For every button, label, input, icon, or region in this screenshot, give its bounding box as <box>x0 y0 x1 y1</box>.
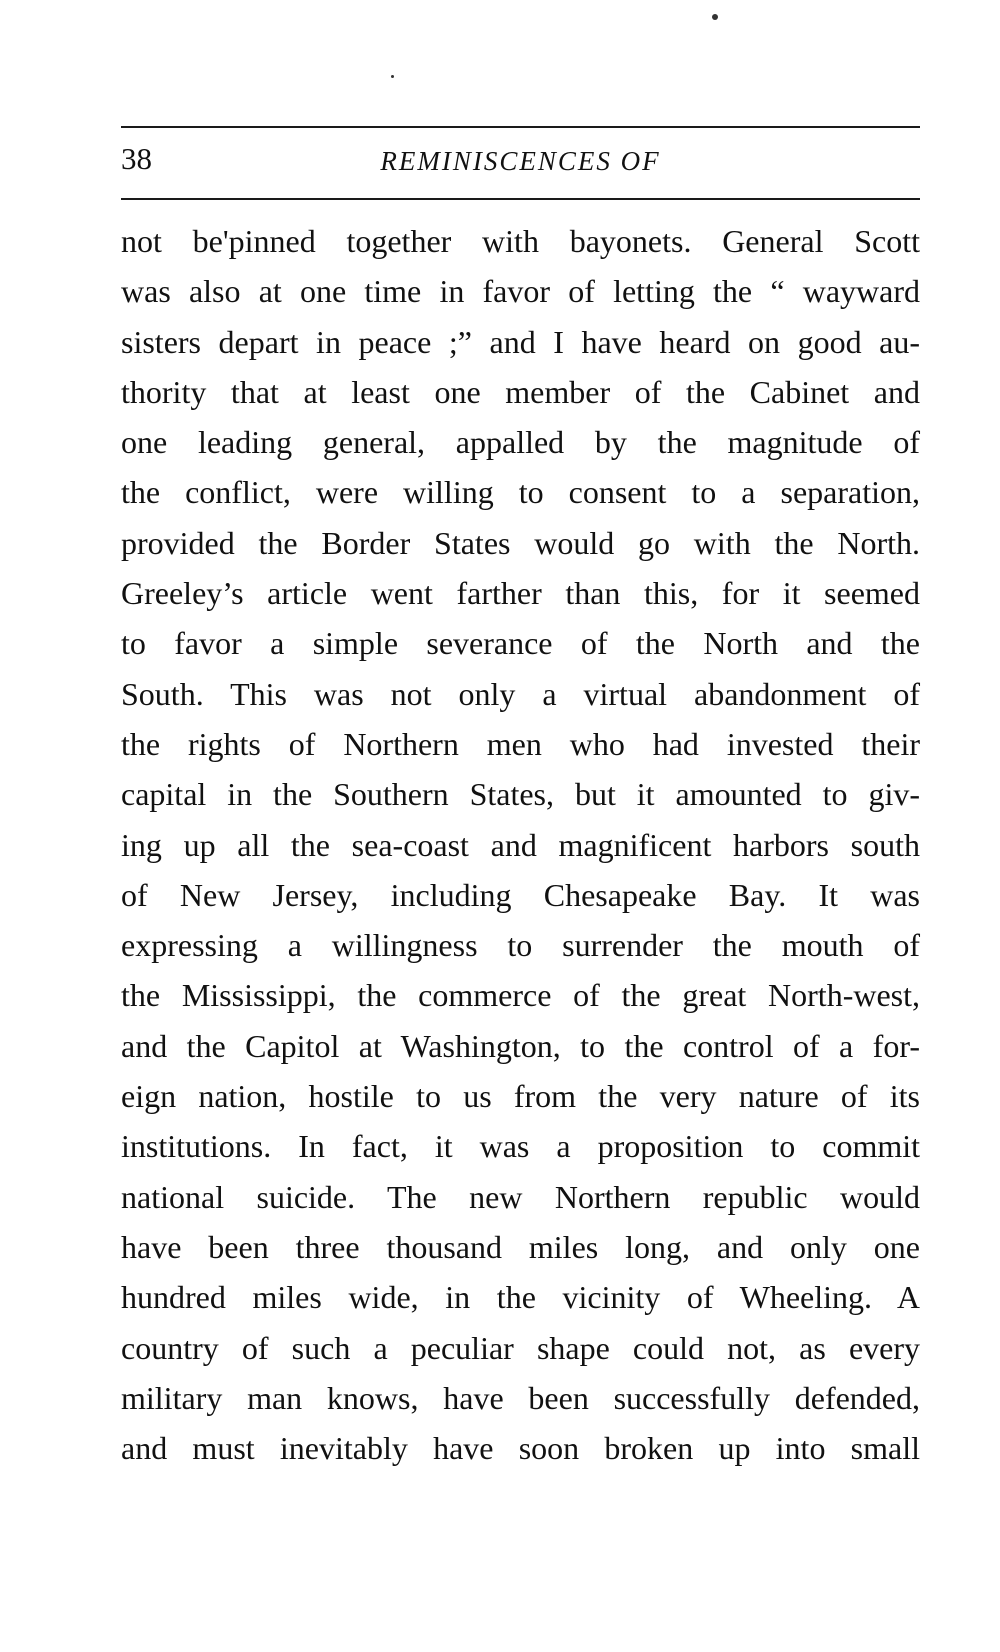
text-line: and the Capitol at Washington, to the control of a for- <box>121 1027 920 1064</box>
text-line: have been three thousand miles long, and only one <box>121 1228 920 1265</box>
running-head: REMINISCENCES OF <box>380 146 661 176</box>
text-line: country of such a peculiar shape could not, as every <box>121 1329 920 1366</box>
text-line: not be'pinned together with bayonets. General Scott <box>121 223 920 259</box>
text-line: provided the Border States would go with the North. <box>121 524 920 561</box>
text-line: sisters depart in peace ;” and I have heard on good au- <box>121 323 920 360</box>
text-line: ing up all the sea-coast and magnificent harbors south <box>121 826 920 863</box>
ink-speck <box>391 75 394 78</box>
text-line: the rights of Northern men who had invested their <box>121 725 920 762</box>
text-line: institutions. In fact, it was a proposition to commit <box>121 1128 920 1165</box>
text-line: military man knows, have been successfully defended, <box>121 1379 920 1416</box>
header-top-rule <box>121 126 920 128</box>
text-line: was also at one time in favor of letting the “ wayward <box>121 273 920 310</box>
text-line: Greeley’s article went farther than this, for it seemed <box>121 575 920 612</box>
text-line: hundred miles wide, in the vicinity of Wheeling. A <box>121 1279 920 1316</box>
page-number: 38 <box>121 141 152 176</box>
text-line: expressing a willingness to surrender the mouth of <box>121 927 920 964</box>
text-line: capital in the Southern States, but it amounted to giv- <box>121 776 920 813</box>
text-line: South. This was not only a virtual abandonment of <box>121 675 920 712</box>
text-line: thority that at least one member of the Cabinet and <box>121 373 920 410</box>
text-line: one leading general, appalled by the magnitude of <box>121 424 920 461</box>
text-line: the Mississippi, the commerce of the great North-west, <box>121 977 920 1014</box>
header-bottom-rule <box>121 198 920 200</box>
ink-speck <box>712 14 718 20</box>
text-line: of New Jersey, including Chesapeake Bay. It was <box>121 876 920 913</box>
text-line: and must inevitably have soon broken up into small <box>121 1430 920 1467</box>
text-line: eign nation, hostile to us from the very nature of its <box>121 1078 920 1115</box>
body-text <box>121 216 920 1473</box>
text-line: the conflict, were willing to consent to a separation, <box>121 474 920 511</box>
text-line: national suicide. The new Northern republic would <box>121 1178 920 1215</box>
text-line: to favor a simple severance of the North and the <box>121 625 920 662</box>
